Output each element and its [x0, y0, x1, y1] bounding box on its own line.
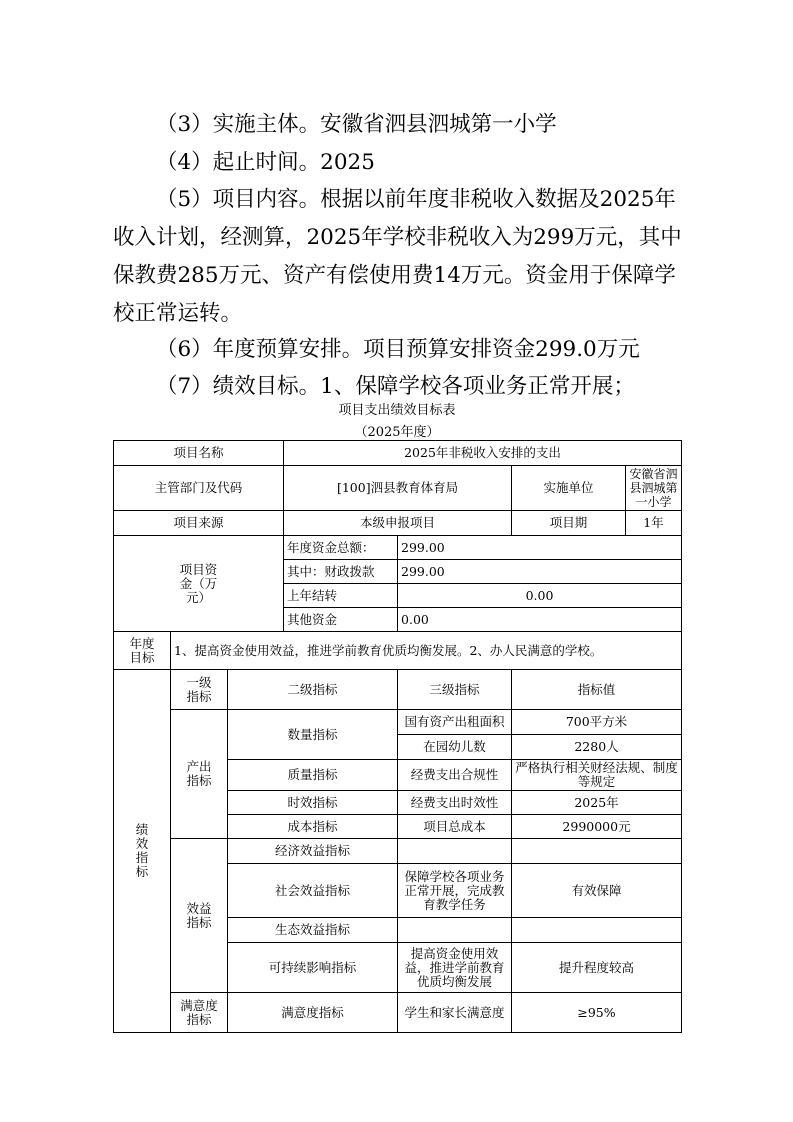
ecological-benefit-value [512, 918, 682, 943]
table-row [114, 993, 682, 1033]
quantity-2: 在园幼儿数 [398, 735, 512, 760]
paragraph-content: （5）项目内容。根据以前年度非税收入数据及2025年收入计划，经测算，2025年学校非税收入为299万元，其中保教费285万元、资产有偿使用费14万元。资金用于保障学校正常运转。 [113, 187, 682, 326]
table-row [114, 632, 682, 670]
quality-value: 严格执行相关财经法规、制度等规定 [512, 760, 682, 791]
table-row [114, 670, 682, 710]
funds-total-value: 299.00 [398, 536, 682, 560]
sustainability-value: 提升程度较高 [512, 943, 682, 993]
table-row [114, 511, 682, 536]
performance-label: 绩效指标 [114, 670, 171, 1033]
social-benefit-value: 有效保障 [512, 864, 682, 918]
header-level3: 三级指标 [398, 670, 512, 710]
quantity-1-value: 700平方米 [512, 710, 682, 735]
sustainability-item: 提高资金使用效益，推进学前教育优质均衡发展 [398, 943, 512, 993]
quality-item: 经费支出合规性 [398, 760, 512, 791]
ecological-benefit-item [398, 918, 512, 943]
economic-benefit-value [512, 839, 682, 864]
paragraph-implementer: （3）实施主体。安徽省泗县泗城第一小学 [156, 112, 557, 137]
table-title: 项目支出绩效目标表 [338, 403, 456, 418]
economic-benefit-item [398, 839, 512, 864]
ecological-benefit-label: 生态效益指标 [228, 918, 398, 943]
satisfaction-level2: 满意度指标 [228, 993, 398, 1033]
annual-goal-value: 1、提高资金使用效益，推进学前教育优质均衡发展。2、办人民满意的学校。 [171, 632, 682, 670]
social-benefit-item: 保障学校各项业务正常开展，完成教育教学任务 [398, 864, 512, 918]
annual-goal-label: 年度目标 [114, 632, 171, 670]
header-level1: 一级指标 [171, 670, 228, 710]
table-row [114, 441, 682, 466]
performance-table [113, 440, 682, 1033]
economic-benefit-label: 经济效益指标 [228, 839, 398, 864]
dept-value: [100]泗县教育体育局 [284, 466, 512, 511]
cost-label: 成本指标 [228, 815, 398, 839]
funds-total-label: 年度资金总额： [284, 536, 398, 560]
funds-fiscal-value: 299.00 [398, 560, 682, 584]
table-row [114, 839, 682, 864]
output-label: 产出指标 [171, 710, 228, 839]
satisfaction-value: ≥95% [512, 993, 682, 1033]
timeliness-label: 时效指标 [228, 791, 398, 815]
header-level2: 二级指标 [228, 670, 398, 710]
project-name-value: 2025年非税收入安排的支出 [284, 441, 682, 466]
source-value: 本级申报项目 [284, 511, 512, 536]
table-row [114, 710, 682, 735]
funds-carryover-label: 上年结转 [284, 584, 398, 608]
funds-fiscal-label: 其中：财政拨款 [284, 560, 398, 584]
quality-label: 质量指标 [228, 760, 398, 791]
funds-label: 项目资金（万元） [114, 536, 284, 632]
paragraph-goal: （7）绩效目标。1、保障学校各项业务正常开展； [156, 374, 635, 399]
quantity-1: 国有资产出租面积 [398, 710, 512, 735]
table-year: （2025年度） [354, 425, 440, 440]
header-value: 指标值 [512, 670, 682, 710]
quantity-2-value: 2280人 [512, 735, 682, 760]
period-label: 项目期 [512, 511, 626, 536]
source-label: 项目来源 [114, 511, 284, 536]
funds-other-label: 其他资金 [284, 608, 398, 632]
unit-value: 安徽省泗县泗城第一小学 [626, 466, 682, 511]
sustainability-label: 可持续影响指标 [228, 943, 398, 993]
cost-item: 项目总成本 [398, 815, 512, 839]
funds-carryover-value: 0.00 [398, 584, 682, 608]
timeliness-item: 经费支出时效性 [398, 791, 512, 815]
project-name-label: 项目名称 [114, 441, 284, 466]
satisfaction-label: 满意度指标 [171, 993, 228, 1033]
funds-other-value: 0.00 [398, 608, 682, 632]
period-value: 1年 [626, 511, 682, 536]
unit-label: 实施单位 [512, 466, 626, 511]
social-benefit-label: 社会效益指标 [228, 864, 398, 918]
table-row [114, 466, 682, 511]
cost-value: 2990000元 [512, 815, 682, 839]
quantity-label: 数量指标 [228, 710, 398, 760]
timeliness-value: 2025年 [512, 791, 682, 815]
paragraph-period: （4）起止时间。2025 [156, 150, 375, 175]
table-row [114, 536, 682, 560]
dept-label: 主管部门及代码 [114, 466, 284, 511]
benefit-label: 效益指标 [171, 839, 228, 993]
paragraph-budget: （6）年度预算安排。项目预算安排资金299.0万元 [156, 337, 640, 362]
satisfaction-item: 学生和家长满意度 [398, 993, 512, 1033]
